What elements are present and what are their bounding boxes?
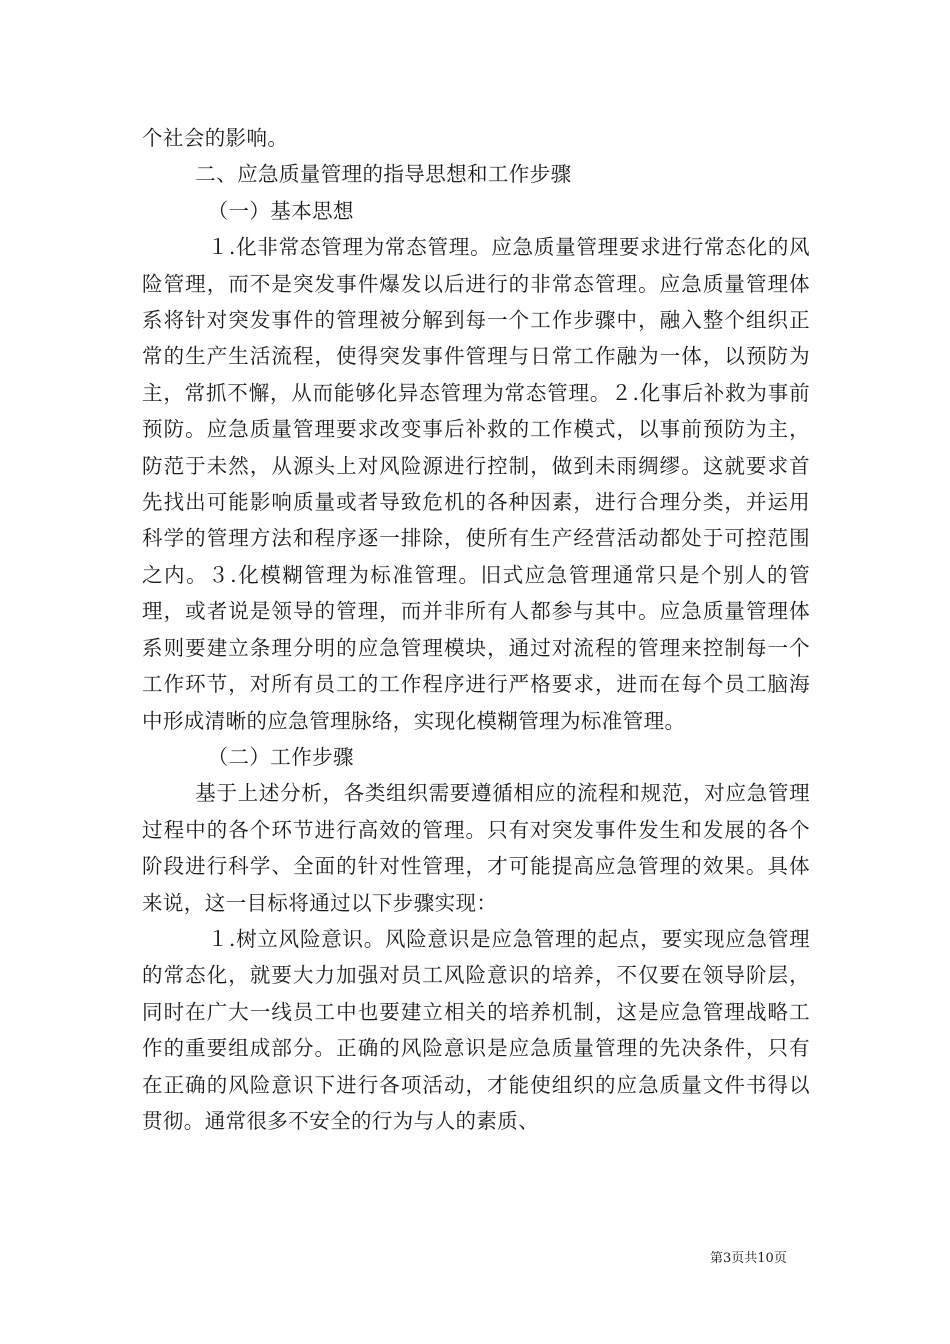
subsection-heading-work-steps: （二）工作步骤	[207, 744, 354, 769]
paragraph-risk-awareness: １.树立风险意识。风险意识是应急管理的起点，要实现应急管理的常态化，就要大力加强对员工风险意识的培养，不仅要在领导阶层，同时在广大一线员工中也要建立相关的培养机制，这是应急管理战略工作的重要组成部分。正确的风险意识是应急质量管理的先决条件，只有在正确的风险意识下进行各项活动，才能使组织的应急质量文件书得以贯彻。通常很多不安全的行为与人的素质、	[142, 926, 810, 1133]
paragraph-basic-ideas: １.化非常态管理为常态管理。应急质量管理要求进行常态化的风险管理，而不是突发事件爆发以后进行的非常态管理。应急质量管理体系将针对突发事件的管理被分解到每一个工作步骤中，融入整个组织正常的生产生活流程，使得突发事件管理与日常工作融为一体，以预防为主，常抓不懈，从而能够化异态管理为常态管理。２.化事后补救为事前预防。应急质量管理要求改变事后补救的工作模式，以事前预防为主，防范于未然，从源头上对风险源进行控制，做到未雨绸缪。这就要求首先找出可能影响质量或者导致危机的各种因素，进行合理分类，并运用科学的管理方法和程序逐一排除，使所有生产经营活动都处于可控范围之内。３.化模糊管理为标准管理。旧式应急管理通常只是个别人的管理，或者说是领导的管理，而并非所有人都参与其中。应急质量管理体系则要建立条理分明的应急管理模块，通过对流程的管理来控制每一个工作环节，对所有员工的工作程序进行严格要求，进而在每个员工脑海中形成清晰的应急管理脉络，实现化模糊管理为标准管理。	[142, 235, 810, 733]
paragraph-work-steps-intro: 基于上述分析，各类组织需要遵循相应的流程和规范，对应急管理过程中的各个环节进行高效的管理。只有对突发事件发生和发展的各个阶段进行科学、全面的针对性管理，才可能提高应急管理的效果。具体来说，这一目标将通过以下步骤实现：	[142, 781, 810, 915]
paragraph-continuation: 个社会的影响。	[142, 126, 289, 150]
page-number: 第3页共10页	[710, 1251, 787, 1266]
body-text	[142, 120, 810, 1139]
subsection-heading-basic-ideas: （一）基本思想	[207, 198, 354, 223]
section-heading: 二、应急质量管理的指导思想和工作步骤	[195, 162, 572, 187]
